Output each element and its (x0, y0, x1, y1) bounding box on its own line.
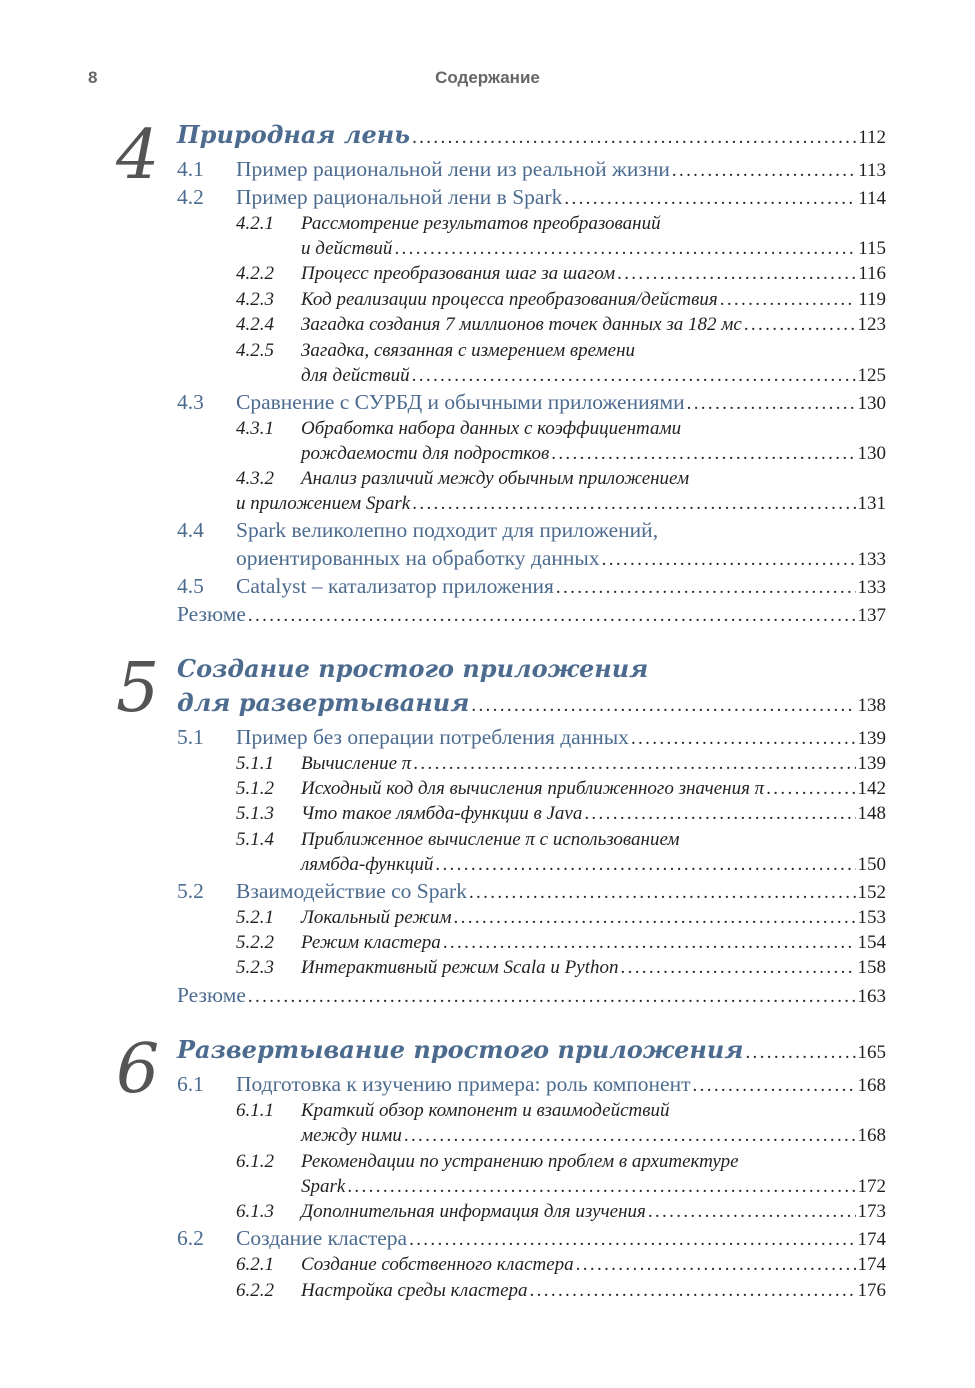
section-number: 4.4 (177, 518, 204, 542)
subsection-number: 5.1.4 (236, 829, 274, 850)
chapter-6-number: 6 (116, 1030, 160, 1109)
subsection-number: 6.1.1 (236, 1100, 274, 1121)
section-number: 4.2 (177, 185, 204, 209)
page-ref: 174 (857, 1254, 886, 1275)
page-ref: 113 (858, 160, 886, 181)
subsection-title: между ними (301, 1125, 402, 1146)
page-ref: 176 (857, 1280, 886, 1301)
summary-title: Резюме (177, 602, 246, 626)
chapter-title: Природная лень (177, 120, 411, 149)
page-ref: 168 (857, 1125, 886, 1146)
toc-entry-4-2-5[interactable] (301, 365, 886, 387)
subsection-number: 6.2.1 (236, 1254, 274, 1275)
section-title: Пример рациональной лени в Spark (236, 185, 563, 209)
subsection-number: 5.2.2 (236, 932, 274, 953)
section-number: 6.1 (177, 1072, 204, 1096)
subsection-number: 4.3.1 (236, 418, 274, 439)
toc-entry-4-4-line1[interactable] (177, 518, 658, 543)
page-ref: 133 (857, 549, 886, 570)
leader-dots (435, 854, 855, 876)
subsection-title-line1: Анализ различий между обычным приложением (301, 468, 690, 489)
chapter-4-entry[interactable] (177, 120, 886, 149)
subsection-title: и приложением Spark (236, 493, 411, 514)
subsection-title: Интерактивный режим Scala и Python (301, 957, 619, 978)
page-ref: 148 (857, 803, 886, 824)
toc-entry-6-2-1[interactable] (236, 1254, 886, 1276)
toc-entry-4-2-5-line1[interactable] (236, 340, 635, 362)
page-ref: 158 (857, 957, 886, 978)
leader-dots (471, 695, 855, 717)
section-number: 4.5 (177, 574, 204, 598)
subsection-number: 6.2.2 (236, 1280, 274, 1301)
subsection-title-line1: Загадка, связанная с измерением времени (301, 340, 636, 361)
section-title: ориентированных на обработку данных (236, 546, 600, 570)
page-ref: 133 (857, 577, 886, 598)
leader-dots (412, 493, 855, 515)
subsection-title: Spark (301, 1176, 346, 1197)
subsection-number: 4.2.3 (236, 289, 274, 310)
section-number: 5.2 (177, 879, 204, 903)
leader-dots (648, 1201, 856, 1223)
subsection-title-line1: Рассмотрение результатов преобразований (301, 213, 661, 234)
subsection-title: Что такое лямбда-функции в Java (301, 803, 583, 824)
chapter-5-number: 5 (116, 649, 160, 728)
page-ref: 142 (857, 778, 886, 799)
subsection-number: 6.1.3 (236, 1201, 274, 1222)
subsection-number: 5.2.3 (236, 957, 274, 978)
subsection-title: и действий (301, 238, 393, 259)
chapter-title: Развертывание простого приложения (177, 1035, 744, 1064)
page-ref: 173 (857, 1201, 886, 1222)
toc-entry-6-1-2[interactable] (301, 1176, 886, 1198)
page-ref: 163 (857, 986, 886, 1007)
running-title: Содержание (435, 68, 540, 87)
subsection-title: для действий (301, 365, 410, 386)
chapter-5-title-line1[interactable]: Создание простого приложения (177, 654, 649, 683)
subsection-number: 4.2.5 (236, 340, 274, 361)
leader-dots (551, 443, 855, 465)
page-ref: 125 (857, 365, 886, 386)
chapter-4-number: 4 (116, 116, 160, 195)
subsection-number: 5.1.3 (236, 803, 274, 824)
section-title: Создание кластера (236, 1226, 408, 1250)
toc-entry-4-3[interactable] (177, 390, 886, 415)
page-ref: 116 (858, 263, 886, 284)
leader-dots (631, 728, 856, 750)
leader-dots (404, 1125, 856, 1147)
toc-entry-4-5[interactable] (177, 574, 886, 599)
leader-dots (564, 188, 856, 210)
leader-dots (469, 882, 856, 904)
page-ref: 150 (857, 854, 886, 875)
page-ref: 153 (857, 907, 886, 928)
toc-entry-5-2-2[interactable] (236, 932, 886, 954)
toc-entry-6-1-1[interactable] (301, 1125, 886, 1147)
subsection-title: Код реализации процесса преобразования/действия (301, 289, 718, 310)
leader-dots (409, 1229, 855, 1251)
subsection-title: Режим кластера (301, 932, 441, 953)
leader-dots (766, 778, 855, 800)
page-ref: 123 (857, 314, 886, 335)
toc-entry-5-1-4[interactable] (301, 854, 886, 876)
page-ref: 114 (858, 188, 886, 209)
toc-entry-6-2[interactable] (177, 1226, 886, 1251)
section-number: 6.2 (177, 1226, 204, 1250)
page-ref: 130 (857, 443, 886, 464)
subsection-title-line1: Рекомендации по устранению проблем в архитектуре (301, 1151, 739, 1172)
toc-entry-5-1-1[interactable] (236, 753, 886, 775)
leader-dots (347, 1176, 855, 1198)
toc-entry-5-summary[interactable] (177, 983, 886, 1008)
leader-dots (720, 289, 856, 311)
toc-entry-4-2-2[interactable] (236, 263, 886, 285)
section-title: Catalyst – катализатор приложения (236, 574, 554, 598)
subsection-title-line1: Приближенное вычисление π с использованием (301, 829, 680, 850)
subsection-title: Дополнительная информация для изучения (301, 1201, 646, 1222)
subsection-number: 5.1.2 (236, 778, 274, 799)
page-ref: 152 (857, 882, 886, 903)
toc-entry-5-2-3[interactable] (236, 957, 886, 979)
subsection-title: Создание собственного кластера (301, 1254, 574, 1275)
subsection-number: 4.2.4 (236, 314, 274, 335)
toc-entry-5-1-3[interactable] (236, 803, 886, 825)
section-title: Сравнение с СУРБД и обычными приложениями (236, 390, 685, 414)
subsection-title: Процесс преобразования шаг за шагом (301, 263, 616, 284)
page-ref: 115 (858, 238, 886, 259)
chapter-6-entry[interactable] (177, 1035, 886, 1064)
toc-entry-4-3-2[interactable] (236, 493, 886, 515)
subsection-number: 5.2.1 (236, 907, 274, 928)
subsection-title: рождаемости для подростков (301, 443, 550, 464)
page-ref: 137 (857, 605, 886, 626)
toc-entry-4-2-1-line1[interactable] (236, 213, 661, 235)
page-number: 8 (88, 68, 98, 87)
toc-entry-4-4[interactable] (236, 546, 886, 571)
toc-entry-6-1-2-line1[interactable] (236, 1151, 739, 1173)
leader-dots (745, 1042, 855, 1064)
section-number: 4.3 (177, 390, 204, 414)
subsection-number: 5.1.1 (236, 753, 274, 774)
page-ref: 174 (857, 1229, 886, 1250)
leader-dots (576, 1254, 856, 1276)
section-title: Взаимодействие со Spark (236, 879, 467, 903)
page-ref: 119 (858, 289, 886, 310)
leader-dots (693, 1075, 856, 1097)
leader-dots (394, 238, 856, 260)
section-number: 4.1 (177, 157, 204, 181)
chapter-title: для развертывания (177, 688, 470, 717)
subsection-number: 4.3.2 (236, 468, 274, 489)
leader-dots (687, 393, 856, 415)
toc-entry-5-1[interactable] (177, 725, 886, 750)
leader-dots (556, 577, 856, 599)
page-ref: 172 (857, 1176, 886, 1197)
toc-entry-5-1-4-line1[interactable] (236, 829, 680, 851)
leader-dots (248, 605, 856, 627)
leader-dots (413, 753, 855, 775)
toc-entry-4-3-1-line1[interactable] (236, 418, 681, 440)
subsection-number: 6.1.2 (236, 1151, 274, 1172)
subsection-title-line1: Обработка набора данных с коэффициентами (301, 418, 682, 439)
page-ref: 130 (857, 393, 886, 414)
leader-dots (412, 365, 856, 387)
leader-dots (621, 957, 856, 979)
subsection-title: Загадка создания 7 миллионов точек данных за 182 мс (301, 314, 742, 335)
toc-entry-4-2-3[interactable] (236, 289, 886, 311)
toc-entry-5-2-1[interactable] (236, 907, 886, 929)
subsection-title: Настройка среды кластера (301, 1280, 528, 1301)
subsection-title: Исходный код для вычисления приближенного значения π (301, 778, 765, 799)
subsection-title: лямбда-функций (301, 854, 434, 875)
page-ref: 165 (857, 1042, 886, 1063)
toc-entry-6-2-2[interactable] (236, 1280, 886, 1302)
toc-entry-4-2[interactable] (177, 185, 886, 210)
section-title-line1: Spark великолепно подходит для приложений, (236, 518, 659, 542)
leader-dots (412, 127, 856, 149)
page-ref: 112 (858, 127, 886, 148)
page-ref: 154 (857, 932, 886, 953)
subsection-title: Локальный режим (301, 907, 452, 928)
toc-entry-4-2-1[interactable] (301, 238, 886, 260)
section-title: Пример рациональной лени из реальной жизни (236, 157, 670, 181)
leader-dots (443, 932, 856, 954)
summary-title: Резюме (177, 983, 246, 1007)
leader-dots (602, 549, 856, 571)
leader-dots (672, 160, 856, 182)
subsection-number: 4.2.2 (236, 263, 274, 284)
toc-entry-6-1-1-line1[interactable] (236, 1100, 669, 1122)
subsection-number: 4.2.1 (236, 213, 274, 234)
page-ref: 139 (857, 728, 886, 749)
chapter-5-entry[interactable] (177, 688, 886, 717)
leader-dots (248, 986, 856, 1008)
toc-entry-4-1[interactable] (177, 157, 886, 182)
toc-entry-4-3-1[interactable] (301, 443, 886, 465)
page-ref: 168 (857, 1075, 886, 1096)
toc-entry-4-3-2-line1[interactable] (236, 468, 689, 490)
toc-entry-4-summary[interactable] (177, 602, 886, 627)
page-ref: 131 (857, 493, 886, 514)
leader-dots (584, 803, 855, 825)
leader-dots (744, 314, 856, 336)
section-title: Подготовка к изучению примера: роль компонент (236, 1072, 691, 1096)
page-ref: 139 (857, 753, 886, 774)
toc-entry-6-1[interactable] (177, 1072, 886, 1097)
subsection-title: Вычисление π (301, 753, 412, 774)
page-ref: 138 (857, 695, 886, 716)
leader-dots (454, 907, 856, 929)
section-title: Пример без операции потребления данных (236, 725, 629, 749)
toc-entry-5-2[interactable] (177, 879, 886, 904)
toc-entry-6-1-3[interactable] (236, 1201, 886, 1223)
leader-dots (617, 263, 856, 285)
leader-dots (530, 1280, 856, 1302)
toc-entry-4-2-4[interactable] (236, 314, 886, 336)
toc-entry-5-1-2[interactable] (236, 778, 886, 800)
section-number: 5.1 (177, 725, 204, 749)
subsection-title-line1: Краткий обзор компонент и взаимодействий (301, 1100, 670, 1121)
